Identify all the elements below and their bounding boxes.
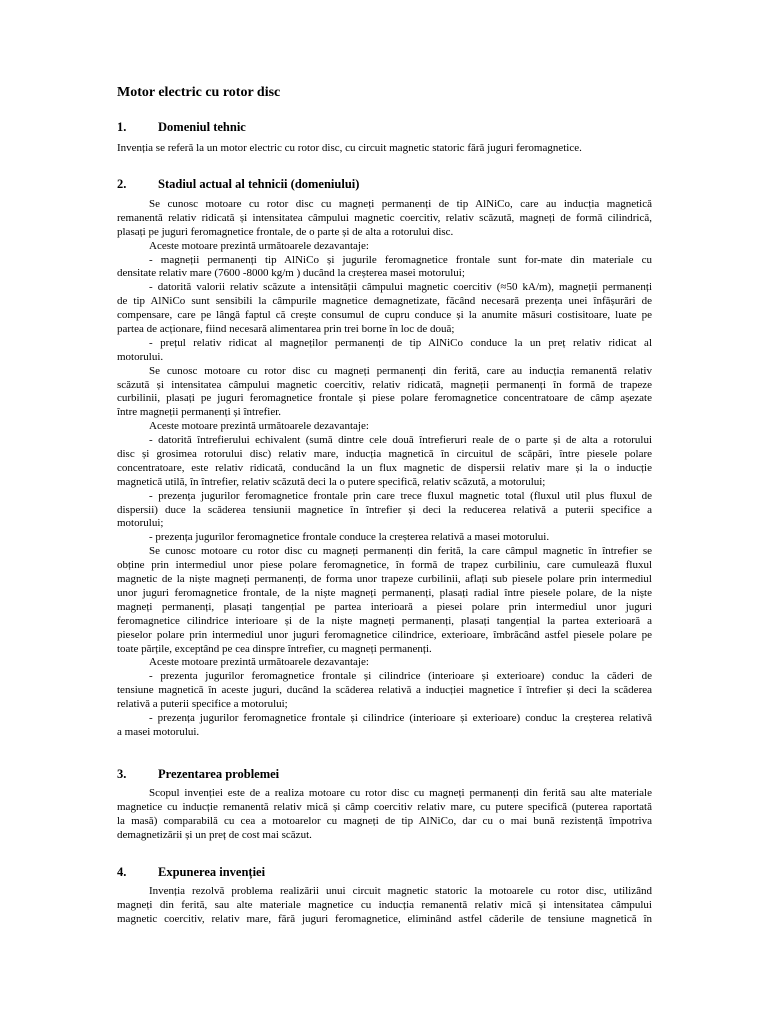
text-line: magnetice cu inducție remanentă relativ mică și câmp coercitiv relativ mare, cu putere specifică (puterea raportată <box>117 800 652 813</box>
text-line: compensare, care pe lângă faptul că crește consumul de cupru conduce și la anumite măsuri costisitoare, luate pe <box>117 309 652 322</box>
section-heading-2 <box>117 176 359 192</box>
text-line: magneți din ferită, sau alte materiale magnetice cu inducția remanentă relativ mică și intensitatea câmpului <box>117 898 652 911</box>
text-line: magnetic coercitiv, relativ mare, fără juguri feromagnetice, eliminând astfel căderile de tensiune magnetică în <box>117 912 652 925</box>
section-body-3 <box>117 787 652 843</box>
text-line: Aceste motoare prezintă următoarele dezavantaje: <box>149 239 369 252</box>
text-line: remanentă relativ ridicată și intensitatea câmpului magnetic coercitiv, relativ scăzută, magneți de formă cilindrică, <box>117 211 652 224</box>
text-line: feromagnetice cilindrice interioare și de la niște magneți permanenți, plasați tangențial la partea exterioară a <box>117 614 652 627</box>
text-line: relativă a puterii specifice a motorului; <box>117 698 288 711</box>
text-line: demagnetizării și un preț de cost mai scăzut. <box>117 828 312 841</box>
section-title: Prezentarea problemei <box>158 767 280 781</box>
section-number: 4. <box>117 865 127 879</box>
text-line: - datorită valorii relativ scăzute a intensității câmpului magnetic coercitiv (≈50 kA/m), magneții permanenți <box>149 281 652 294</box>
text-line: magneți permanenți, plasați tangențial pe partea interioară a piesei polare prin intermediul unor juguri <box>117 600 652 613</box>
text-line: pieselor polare prin intermediul unor juguri feromagnetice cilindrice, exterioare, îmbrăcând astfel piesele polare pe <box>117 628 652 641</box>
text-line: la masă) comparabilă cu cea a motoarelor cu magneți de tip AlNiCo, dar cu o mai bună rezistență împotriva <box>117 814 652 827</box>
text-line: de tip AlNiCo sunt sensibili la câmpurile magnetice demagnetizate, făcând necesară prezența unei înfășurări de <box>117 295 652 308</box>
text-line: - prezența jugurilor feromagnetice frontale conduce la creșterea relativă a masei motorului. <box>149 531 550 544</box>
text-line: partea de acționare, fiind necesară alimentarea prin trei borne în loc de două; <box>117 323 455 336</box>
section-number: 1. <box>117 120 127 134</box>
section-title: Expunerea invenției <box>158 865 266 879</box>
section-body-4 <box>117 885 652 927</box>
text-line: Aceste motoare prezintă următoarele dezavantaje: <box>149 656 369 669</box>
text-line: Scopul invenției este de a realiza motoare cu rotor disc cu magneți permanenți din ferită sau alte materiale <box>149 787 652 799</box>
text-line: toate părțile, exceptând pe cea dinspre întrefier, cu magneți permanenți. <box>117 642 432 655</box>
text-line: Se cunosc motoare cu rotor disc cu magneți permanenți din ferită, la care câmpul magnetic în întrefier se <box>149 545 652 558</box>
section-body-2 <box>117 198 652 740</box>
section-body-1 <box>117 142 652 156</box>
text-line: - prezenta jugurilor feromagnetice frontale și cilindrice (interioare și exterioare) conduc la căderi de <box>149 670 652 683</box>
text-line: magnetic de la niște magneți permanenți, de forma unor trapeze curbilinii, aflați sub piesele polare prin intermediul <box>117 573 652 586</box>
text-line: motorului. <box>117 350 164 363</box>
text-line: tensiune magnetică în aceste juguri, ducând la scăderea relativă a inducției magnetice î întrefier și deci la scăderea <box>117 684 652 697</box>
text-line: densitate relativ mare (7600 -8000 kg/m ) ducând la creșterea masei motorului; <box>117 267 465 280</box>
section-title: Stadiul actual al tehnicii (domeniului) <box>158 177 360 191</box>
section-title: Domeniul tehnic <box>158 120 246 134</box>
text-line: între magneții permanenți și întrefier. <box>117 406 282 419</box>
section-heading-3 <box>117 766 279 782</box>
text-line: plasați pe juguri feromagnetice frontale, de o parte și de alta a rotorului disc. <box>117 225 454 238</box>
text-line: Se cunosc motoare cu rotor disc cu magneți permanenți de tip AlNiCo, care au inducția magnetică <box>149 198 652 210</box>
section-number: 3. <box>117 767 127 781</box>
text-line: curbilinii, plasați pe juguri feromagnetice frontale și piese polare feromagnetice concentratoare de câmp așezate <box>117 392 652 405</box>
text-line: concentratoare, este relativ ridicată, conducând la un flux magnetic de dispersii relativ mare și la o inducție <box>117 461 652 474</box>
text-line: - magneții permanenți tip AlNiCo și jugurile feromagnetice frontale sunt for-mate din materiale cu <box>149 253 652 266</box>
text-line: motorului; <box>117 517 164 530</box>
text-line: Se cunosc motoare cu rotor disc cu magneți permanenți din ferită, care au inducția remanentă relativ <box>149 364 652 377</box>
text-line: a masei motorului. <box>117 725 200 738</box>
text-line: Invenția rezolvă problema realizării unui circuit magnetic statoric la motoarele cu rotor disc, utilizând <box>149 885 652 897</box>
text-line: - prețul relativ ridicat al magneților permanenți de tip AlNiCo conduce la un preț relativ ridicat al <box>149 336 652 349</box>
section-heading-4 <box>117 864 265 880</box>
text-line: - datorită întrefierului echivalent (sumă dintre cele două întrefieruri reale de o parte și de alta a rotorului <box>149 434 652 447</box>
text-line: Invenția se referă la un motor electric cu rotor disc, cu circuit magnetic statoric fără juguri feromagnetice. <box>117 142 582 154</box>
text-line: - prezența jugurilor feromagnetice frontale prin care trece fluxul magnetic total (fluxul util plus fluxul de <box>149 489 652 502</box>
text-line: Aceste motoare prezintă următoarele dezavantaje: <box>149 420 369 433</box>
text-line: magnetică utilă, în întrefier, relativ scăzută deci la o putere specifică, relativ scăzută, a motorului; <box>117 475 546 488</box>
text-line: unor juguri feromagnetice frontale, de la niște magneți permanenți, plasați radial între piesele polare, de la niște <box>117 586 652 599</box>
section-number: 2. <box>117 177 127 191</box>
text-line: scăzută și intensitatea câmpului magnetic coercitiv, relativ ridicată, magneții permanenți în formă de trapeze <box>117 378 652 391</box>
text-line: - prezența jugurilor feromagnetice frontale și cilindrice (interioare și exterioare) conduc la creșterea relativă <box>149 711 652 724</box>
document-title: Motor electric cu rotor disc <box>117 85 281 100</box>
section-heading-1 <box>117 119 246 135</box>
text-line: obține prin intermediul unor piese polare feromagnetice, în formă de trapez curbiliniu, care cumulează fluxul <box>117 559 652 572</box>
text-line: disc și grosimea rotorului disc) relativ mare, inducția magnetică în circuitul de scăpări, între piesele polare <box>117 448 652 461</box>
text-line: dispersii) duce la scăderea tensiunii magnetice în întrefier și deci la reducerea relativă a puterii specifice a <box>117 503 652 516</box>
